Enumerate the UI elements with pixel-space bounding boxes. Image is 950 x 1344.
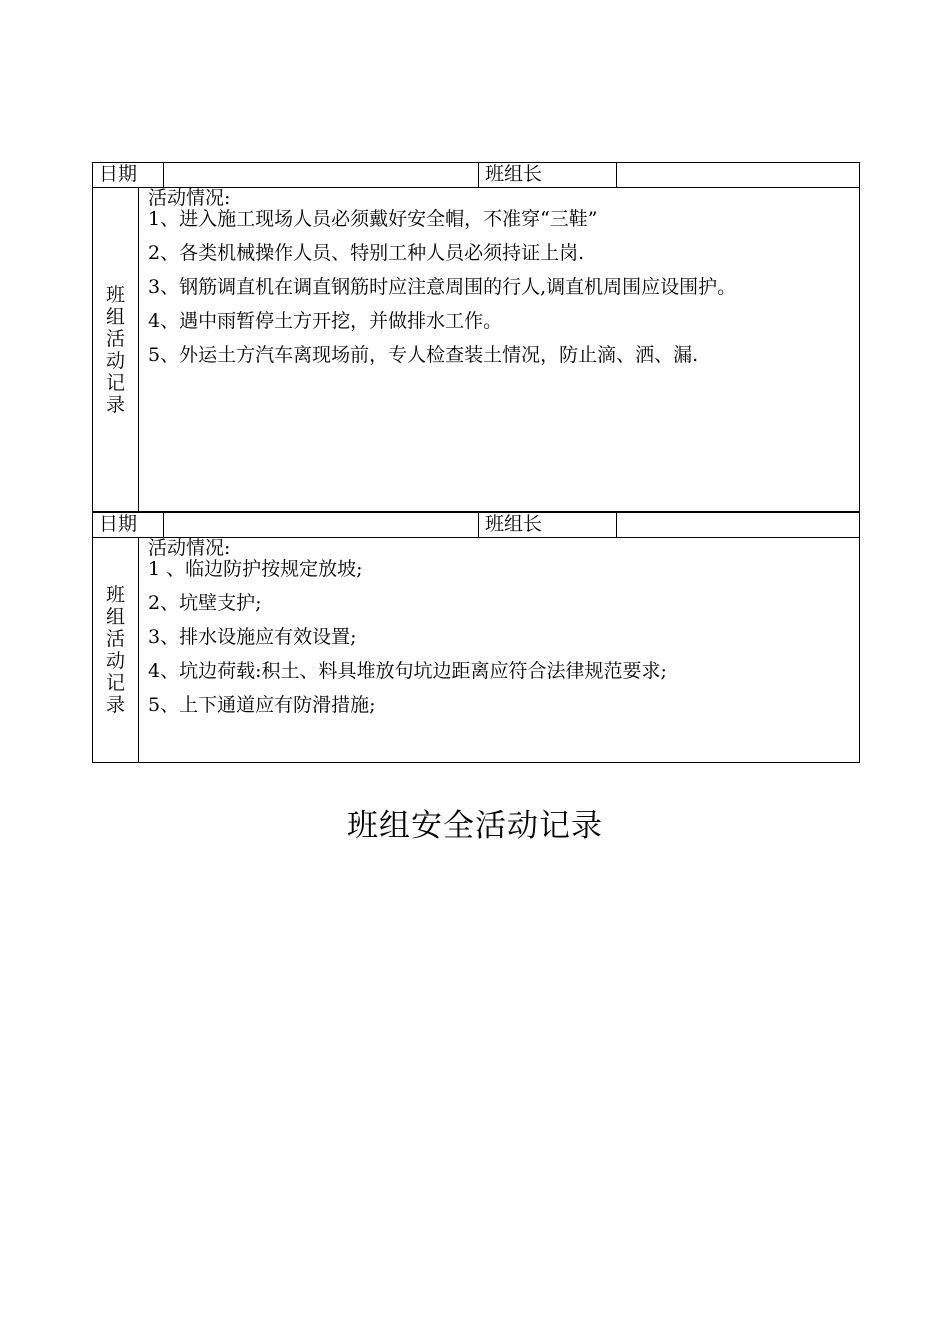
side-label-team-activity-record: [93, 538, 139, 763]
side-char: 录: [105, 694, 125, 716]
record-body-row: [93, 188, 860, 512]
document-title: 班组安全活动记录: [347, 808, 603, 844]
activity-record-table-1: [92, 162, 860, 512]
activity-item: 5、上下通道应有防滑措施;: [148, 694, 376, 716]
date-field[interactable]: [164, 163, 479, 188]
activity-title: 活动情况:: [148, 187, 231, 209]
activity-content: [139, 538, 860, 763]
side-char: 组: [105, 606, 125, 628]
team-leader-label: 班组长: [479, 513, 617, 538]
date-label: 日期: [93, 513, 164, 538]
record-header-row: [93, 513, 860, 538]
activity-item: 1 、临边防护按规定放坡;: [148, 558, 363, 580]
activity-record-table-2: [92, 512, 860, 763]
side-char: 动: [105, 349, 125, 372]
side-char: 录: [105, 393, 125, 416]
side-char: 记: [105, 672, 125, 694]
team-leader-label: 班组长: [479, 163, 617, 188]
date-label: 日期: [93, 163, 164, 188]
date-field[interactable]: [164, 513, 479, 538]
team-leader-field[interactable]: [617, 163, 860, 188]
activity-content: [139, 188, 860, 512]
side-label-team-activity-record: [93, 188, 139, 512]
activity-title: 活动情况:: [148, 537, 231, 559]
activity-item: 5、外运土方汽车离现场前，专人检查装土情况，防止滴、洒、漏.: [148, 344, 699, 366]
activity-item: 2、坑壁支护;: [148, 592, 262, 614]
activity-item: 4、遇中雨暂停土方开挖，并做排水工作。: [148, 310, 503, 332]
record-header-row: [93, 163, 860, 188]
side-char: 动: [105, 650, 125, 672]
record-body-row: [93, 538, 860, 763]
activity-item: 3、排水设施应有效设置;: [148, 626, 357, 648]
side-char: 活: [105, 628, 125, 650]
side-char: 组: [105, 305, 125, 328]
side-char: 记: [105, 371, 125, 394]
side-char: 班: [105, 283, 125, 306]
activity-item: 4、坑边荷载:积土、料具堆放句坑边距离应符合法律规范要求;: [148, 660, 667, 682]
activity-item: 2、各类机械操作人员、特别工种人员必须持证上岗.: [148, 242, 585, 264]
activity-item: 3、钢筋调直机在调直钢筋时应注意周围的行人,调直机周围应设围护。: [148, 276, 737, 298]
side-char: 班: [105, 584, 125, 606]
side-char: 活: [105, 327, 125, 350]
activity-item: 1、进入施工现场人员必须戴好安全帽，不准穿“三鞋”: [148, 208, 598, 230]
team-leader-field[interactable]: [617, 513, 860, 538]
